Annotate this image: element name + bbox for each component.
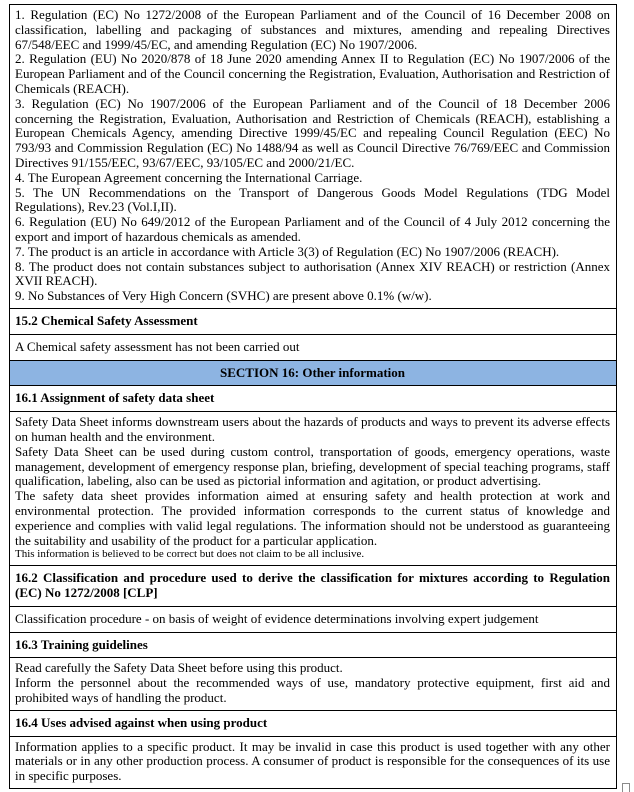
regulation-list-item: 5. The UN Recommendations on the Transport of Dangerous Goods Model Regulations (TDG Model Regulations), Rev.23 (Vol.I,II). (15, 184, 610, 215)
section-16-banner: SECTION 16: Other information (9, 360, 617, 387)
sds-disclaimer-paragraph: The safety data sheet provides information aimed at ensuring safety and health protection at work and environmental protection. The provided information corresponds to the current status of knowledge and experience and complies with valid legal regulations. The information should not be understood as guaranteeing the suitability and usability of the product for a particular application. (15, 488, 610, 548)
section-16-3-heading: 16.3 Training guidelines (9, 632, 617, 659)
sds-purpose-paragraph: Safety Data Sheet informs downstream users about the hazards of products and ways to prevent its adverse effects on human health and the environment. (15, 414, 610, 444)
regulation-list-item: 1. Regulation (EC) No 1272/2008 of the European Parliament and of the Council of 16 December 2008 on classification, labelling and packaging of substances and mixtures, amending and repealing Directives 67/548/EEC and 1999/45/EC, and amending Regulation (EC) No 1907/2006. (15, 7, 610, 52)
regulation-list-item: 2. Regulation (EU) No 2020/878 of 18 June 2020 amending Annex II to Regulation (EC) No 1907/2006 of the European Parliament and of the Council concerning the Registration, Evaluation, Authorisation and Restriction of Chemicals (REACH). (15, 51, 610, 96)
regulation-list-item: 3. Regulation (EC) No 1907/2006 of the European Parliament and of the Council of 18 December 2006 concerning the Registration, Evaluation, Authorisation and Restriction of Chemicals (REACH), establishing a European Chemicals Agency, amending Directive 1999/45/EC and repealing Council Regulation (EEC) No 793/93 and Commission Regulation (EC) No 1488/94 as well as Council Directive 76/769/EEC and Commission Directives 91/155/EEC, 93/67/EEC, 93/105/EC and 2000/21/EC. (15, 95, 610, 170)
regulation-list-item: 8. The product does not contain substances subject to authorisation (Annex XIV REACH) or restriction (Annex XVII REACH). (15, 258, 610, 289)
section-15-2-body: A Chemical safety assessment has not been carried out (9, 334, 617, 361)
regulation-list-item: 7. The product is an article in accordance with Article 3(3) of Regulation (EC) No 1907/2006 (REACH). (15, 243, 560, 259)
section-15-2-heading: 15.2 Chemical Safety Assessment (9, 308, 617, 335)
regulation-list-item: 9. No Substances of Very High Concern (SVHC) are present above 0.1% (w/w). (15, 288, 432, 304)
regulatory-references-box (9, 4, 617, 309)
section-16-2-body: Classification procedure - on basis of weight of evidence determinations involving expert judgement (9, 606, 617, 633)
section-16-4-body: Information applies to a specific product. It may be invalid in case this product is used together with any other materials or in any other production process. A consumer of product is responsible for the consequences of its use in specific purposes. (9, 736, 617, 789)
sds-inclusivity-note: This information is believed to be correct but does not claim to be all inclusive. (15, 548, 365, 561)
sds-usage-paragraph: Safety Data Sheet can be used during custom control, transportation of goods, emergency operations, waste management, development of emergency response plan, briefing, development of special teaching programs, staff qualification, labeling, also can be used as pictorial information and agitation, or product advertising. (15, 443, 610, 489)
section-16-2-heading: 16.2 Classification and procedure used to derive the classification for mixtures according to Regulation (EC) No 1272/2008 [CLP] (9, 565, 617, 607)
section-16-4-heading: 16.4 Uses advised against when using product (9, 710, 617, 737)
regulation-list-item: 6. Regulation (EU) No 649/2012 of the European Parliament and of the Council of 4 July 2012 concerning the export and import of hazardous chemicals as amended. (15, 214, 610, 244)
training-inform-paragraph: Inform the personnel about the recommended ways of use, mandatory protective equipment, first aid and prohibited ways of handling the product. (15, 675, 610, 706)
missing-glyph-artifact (622, 783, 630, 792)
section-16-1-heading: 16.1 Assignment of safety data sheet (9, 385, 617, 412)
sds-document-page (9, 4, 617, 789)
training-read-paragraph: Read carefully the Safety Data Sheet before using this product. (15, 660, 343, 676)
section-16-1-body (9, 411, 617, 566)
regulation-list-item: 4. The European Agreement concerning the International Carriage. (15, 169, 363, 185)
section-16-3-body (9, 657, 617, 710)
